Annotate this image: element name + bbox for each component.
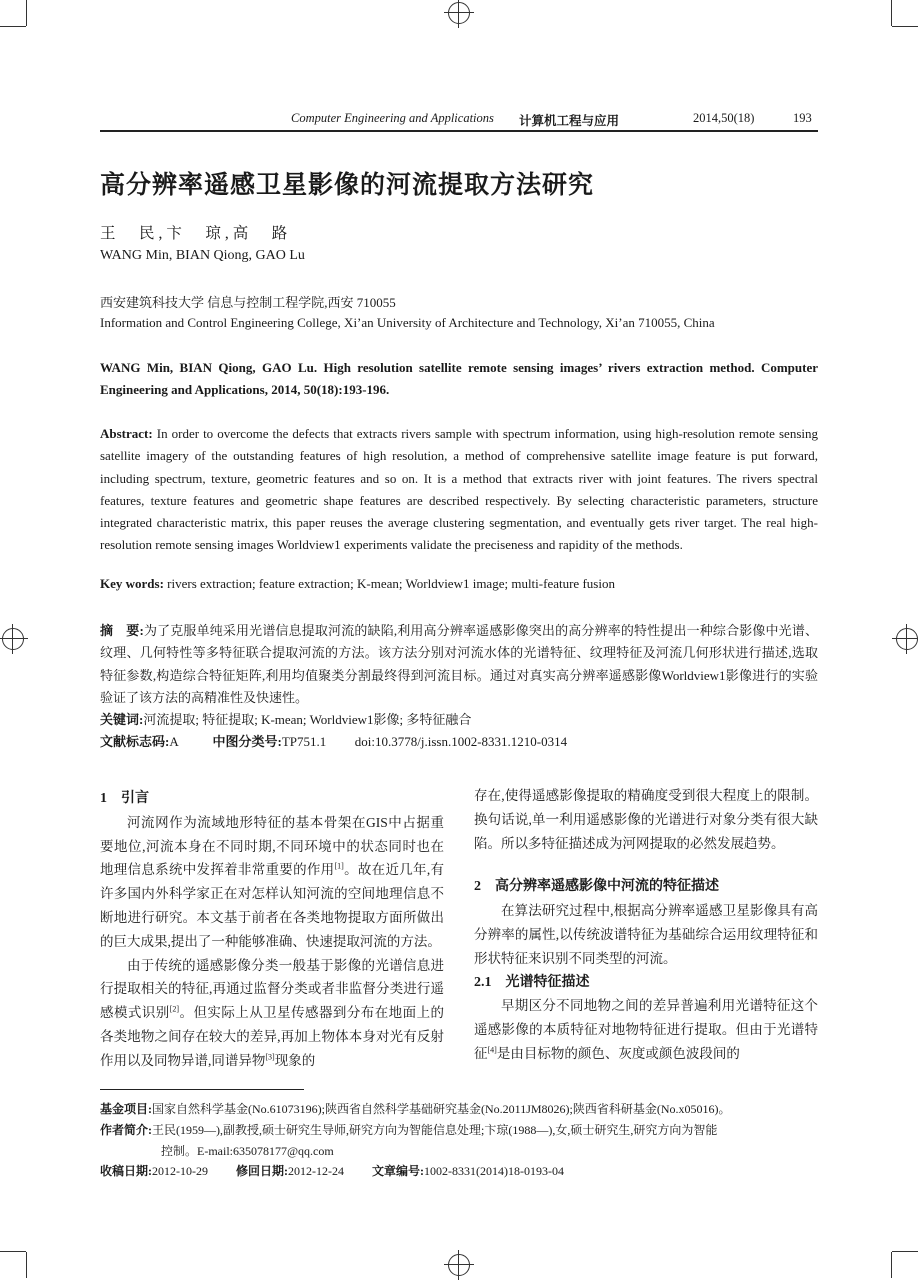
citation: WANG Min, BIAN Qiong, GAO Lu. High resolution satellite remote sensing images’ rivers extraction method. Computer Engineering and Applications, 2014, 50(18):193-196. [100, 360, 818, 397]
dates-line: 收稿日期:2012-10-29 修回日期:2012-12-24 文章编号:1002-8331(2014)18-0193-04 [100, 1164, 564, 1178]
affiliation-en: Information and Control Engineering College, Xi’an University of Architecture and Technology, Xi’an 710055, China [100, 315, 715, 330]
section-1-heading: 1 引言 [100, 791, 149, 806]
paragraph: 由于传统的遥感影像分类一般基于影像的光谱信息进行提取相关的特征,再通过监督分类或者非监督分类进行遥感模式识别[2]。但实际上从卫星传感器到分布在地面上的各类地物之间存在较大的差异,再加上物体本身对光有反射作用以及同物异谱,同谱异物[3]现象的 [100, 957, 445, 1068]
keywords-cn [100, 709, 818, 728]
section-2-heading: 2 高分辨率遥感影像中河流的特征描述 [474, 879, 719, 895]
crop-mark [26, 1252, 27, 1278]
citation-ref[interactable]: [3] [265, 1052, 275, 1062]
fund-note: 基金项目:国家自然科学基金(No.61073196);陕西省自然科学基础研究基金(No.2011JM8026);陕西省科研基金(No.x05016)。 [100, 1102, 731, 1116]
footnote-rule [100, 1089, 304, 1090]
crop-mark [0, 26, 26, 27]
doi: 10.3778/j.issn.1002-8331.1210-0314 [375, 734, 568, 749]
registration-mark-icon [896, 628, 918, 650]
paragraph: 河流网作为流域地形特征的基本骨架在GIS中占据重要地位,河流本身在不同时期,不同环境中的状态同时也在地理信息系统中发挥着非常重要的作用[1]。故在近几年,有许多国内外科学家正在对怎样认知河流的空间地理信息不断地进行研究。本文基于前者在各类地物提取方面所做出的巨大成果,提出了一种能够准确、快速提取河流的方法。 [100, 814, 445, 949]
abstract-cn-text: 为了克服单纯采用光谱信息提取河流的缺陷,利用高分辨率遥感影像突出的高分辨率的特性提出一种综合影像中光谱、纹理、几何特性等多特征联合提取河流的方法。该方法分别对河流水体的光谱特征、纹理特征及河流几何形状进行描述,选取特征参数,构造综合特征矩阵,利用均值聚类分割最终得到河流目标。通过对真实高分辨率遥感影像Worldview1影像进行的实验验证了该方法的高精准性及快速性。 [100, 623, 818, 705]
abstract-text: In order to overcome the defects that extracts rivers sample with spectrum information, using high-resolution remote sensing satellite imagery of the outstanding features of high resolution, a method of comprehensive satellite image feature is put forward, including spectrum, texture, geometric features and so on. It is a method that extracts river with joint features. The rivers spectral features, texture features and geometric shape features are described respectively. By selecting characteristic parameters, structure integrated characteristic matrix, this paper reuses the average clustering segmentation, and eventually gets river target. The real high-resolution remote sensing images Worldview1 experiments validate the preciseness and rapidity of the methods. [100, 426, 818, 553]
crop-mark [0, 1251, 26, 1252]
citation-ref[interactable]: [4] [487, 1045, 497, 1055]
author-bio: 作者简介:王民(1959—),副教授,硕士研究生导师,研究方向为智能信息处理;卞琼(1988—),女,硕士研究生,研究方向为智能 [100, 1123, 718, 1137]
crop-mark [892, 26, 918, 27]
volume-issue: 2014,50(18) [693, 111, 755, 125]
registration-mark-icon [448, 2, 470, 24]
abstract-en [100, 423, 818, 557]
keywords-cn-label: 关键词: [100, 712, 144, 727]
keywords-cn-text: 河流提取; 特征提取; K-mean; Worldview1影像; 多特征融合 [143, 712, 472, 727]
doc-code-label: 文献标志码: [100, 734, 170, 749]
citation-ref[interactable]: [1] [334, 861, 344, 871]
body-left-column [100, 787, 444, 1073]
author-bio-contd: 控制。E-mail:635078177@qq.com [161, 1144, 334, 1158]
clc-label: 中图分类号: [212, 734, 282, 749]
citation-ref[interactable]: [2] [169, 1004, 180, 1014]
authors-cn: 王 民,卞 琼,高 路 [100, 225, 292, 242]
registration-mark-icon [448, 1254, 470, 1276]
authors-en: WANG Min, BIAN Qiong, GAO Lu [100, 248, 305, 263]
doi-label: doi: [354, 734, 376, 749]
paper-title: 高分辨率遥感卫星影像的河流提取方法研究 [100, 172, 595, 199]
paragraph: 在算法研究过程中,根据高分辨率遥感卫星影像具有高分辨率的属性,以传统波谱特征为基础综合运用纹理特征和形状特征来识别不同类型的河流。 [474, 903, 818, 966]
crop-mark [891, 0, 892, 26]
paragraph: 早期区分不同地物之间的差异普遍利用光谱特征这个遥感影像的本质特征对地物特征进行提取。但由于光谱特征[4]是由目标物的颜色、灰度或颜色波段间的 [474, 998, 818, 1061]
section-2-1-heading: 2.1 光谱特征描述 [474, 974, 590, 990]
doc-code: A [169, 734, 179, 749]
paragraph: 存在,使得遥感影像提取的精确度受到很大程度上的限制。换句话说,单一利用遥感影像的光谱进行对象分类有很大缺陷。所以多特征描述成为河网提取的必然发展趋势。 [474, 788, 818, 851]
crop-mark [26, 0, 27, 26]
journal-name: Computer Engineering and Applications [291, 111, 494, 125]
body-right-column [474, 784, 818, 1066]
abstract-cn [100, 620, 818, 709]
crop-mark [892, 1251, 918, 1252]
keywords-text: rivers extraction; feature extraction; K-mean; Worldview1 image; multi-feature fusion [167, 576, 615, 591]
clc-code: TP751.1 [281, 734, 327, 749]
affiliation-cn: 西安建筑科技大学 信息与控制工程学院,西安 710055 [100, 295, 396, 310]
abstract-label: Abstract: [100, 426, 153, 441]
registration-mark-icon [2, 628, 24, 650]
document-codes [100, 731, 818, 750]
crop-mark [891, 1252, 892, 1278]
journal-name-cn: 计算机工程与应用 [519, 114, 620, 128]
page-number: 193 [793, 111, 812, 125]
header-rule [100, 130, 818, 132]
keywords-en [100, 576, 818, 592]
keywords-label: Key words: [100, 576, 164, 591]
abstract-cn-label: 摘 要: [100, 623, 144, 638]
